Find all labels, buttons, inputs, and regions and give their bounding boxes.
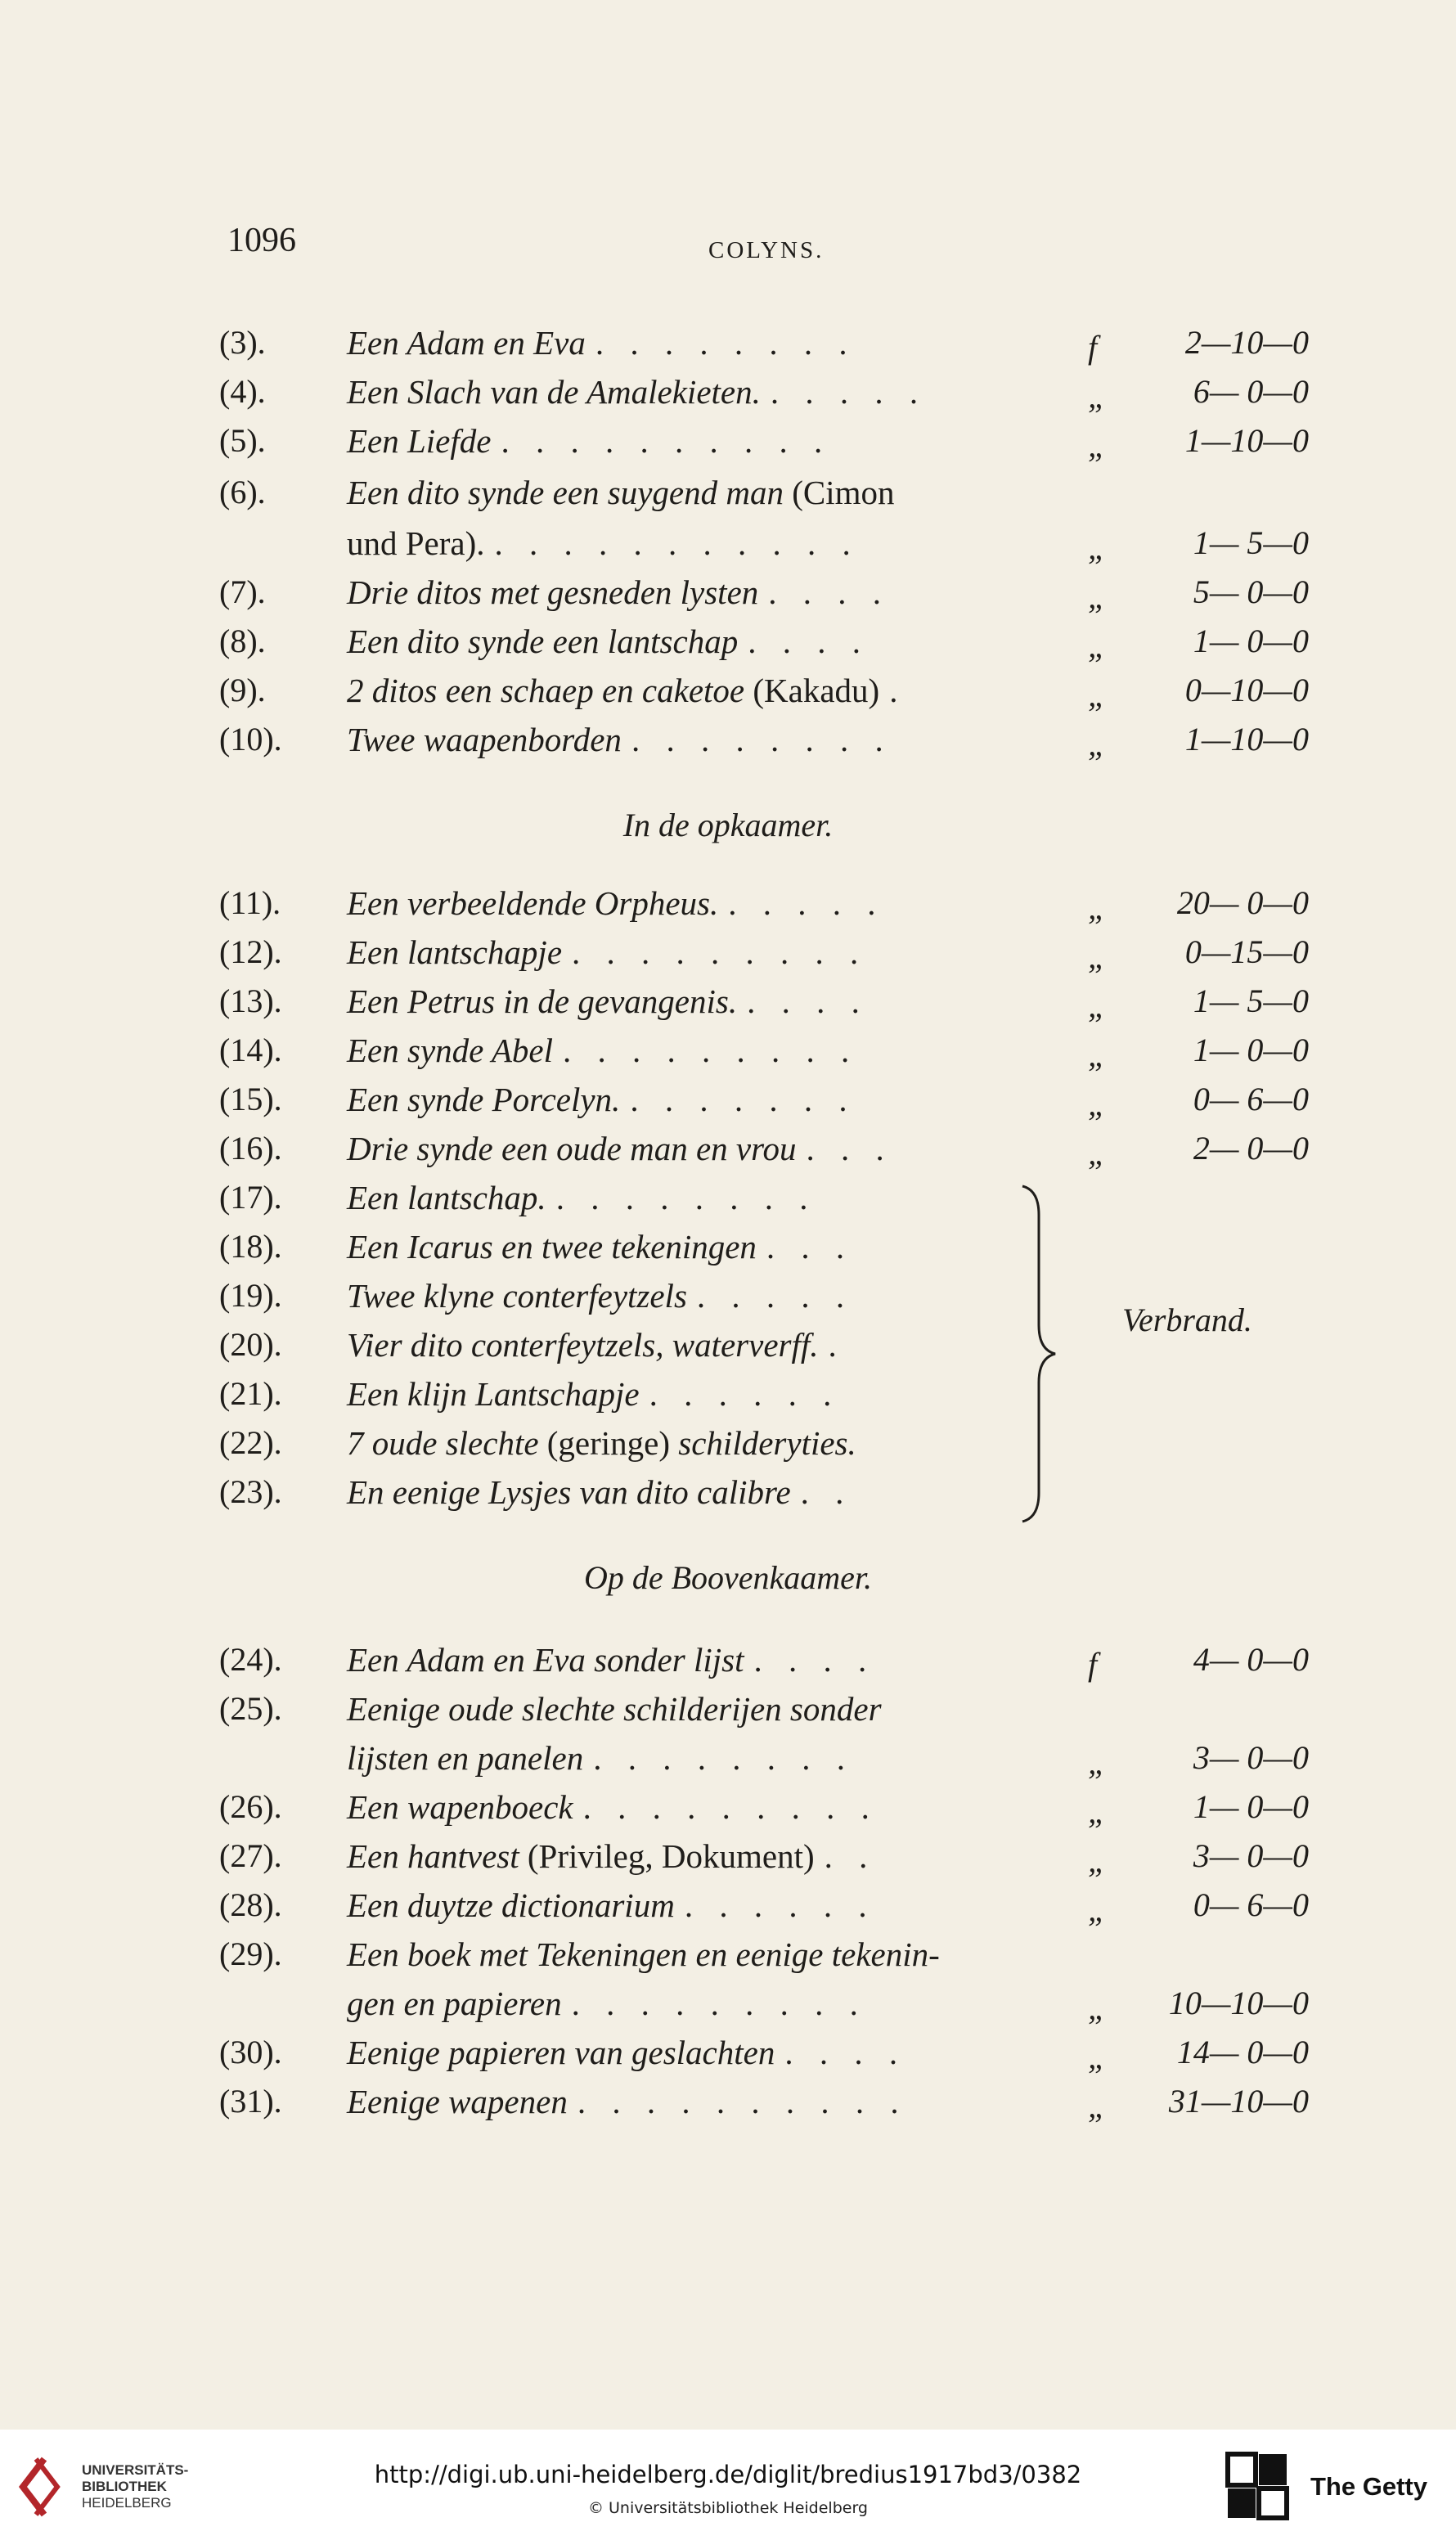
- inventory-row: [0, 372, 1456, 421]
- inventory-row: [0, 671, 1456, 720]
- currency-mark: „: [1088, 1842, 1107, 1879]
- inventory-row: [0, 1031, 1456, 1080]
- item-description: [347, 1080, 856, 1119]
- item-description: [347, 1423, 866, 1463]
- inventory-row: [0, 1689, 1456, 1738]
- item-number: (25).: [219, 1690, 282, 1727]
- item-description: [347, 573, 890, 612]
- item-number: (24).: [219, 1641, 282, 1678]
- item-description: [347, 933, 867, 972]
- item-value: 0—15—0: [1184, 933, 1309, 970]
- item-number: (21).: [219, 1375, 282, 1412]
- item-number: (14).: [219, 1032, 282, 1068]
- item-description: [347, 1276, 853, 1315]
- description-italic: lijsten en panelen: [347, 1739, 584, 1777]
- item-value: 31—10—0: [1168, 2083, 1309, 2120]
- inventory-row: [0, 524, 1456, 573]
- item-description: [347, 1178, 816, 1217]
- description-italic: 2 ditos een schaep en caketoe: [347, 672, 745, 709]
- item-value: 0— 6—0: [1193, 1081, 1309, 1117]
- leader-dots: . . . . . .: [684, 1886, 876, 1924]
- currency-mark: „: [1088, 987, 1107, 1024]
- item-number: (28).: [219, 1886, 282, 1923]
- inventory-row: [0, 1472, 1456, 1522]
- currency-mark: „: [1088, 2039, 1107, 2075]
- item-number: (18).: [219, 1228, 282, 1265]
- item-number: (9).: [219, 672, 266, 708]
- inventory-row: [0, 1129, 1456, 1178]
- item-number: (30).: [219, 2034, 282, 2070]
- currency-mark: „: [1088, 726, 1107, 762]
- item-value: 4— 0—0: [1193, 1641, 1309, 1678]
- brace-icon: [1014, 1182, 1063, 1526]
- currency-mark: „: [1088, 1793, 1107, 1830]
- inventory-row: [0, 1640, 1456, 1689]
- description-italic: Een Adam en Eva sonder lijst: [347, 1641, 744, 1679]
- item-number: (31).: [219, 2083, 282, 2120]
- item-value: 1—10—0: [1184, 721, 1309, 758]
- inventory-row: [0, 421, 1456, 470]
- item-number: (4).: [219, 373, 266, 410]
- inventory-row: [0, 1836, 1456, 1886]
- description-italic: Een synde Porcelyn.: [347, 1081, 621, 1118]
- permalink[interactable]: http://digi.ub.uni-heidelberg.de/diglit/bredius1917bd3/0382: [374, 2461, 1082, 2488]
- inventory-row: [0, 982, 1456, 1031]
- item-value: 0— 6—0: [1193, 1886, 1309, 1923]
- item-description: [347, 720, 892, 759]
- item-description: [347, 1689, 892, 1729]
- item-description: [347, 1836, 876, 1876]
- item-description: [347, 1738, 854, 1778]
- leader-dots: .: [828, 1326, 846, 1364]
- currency-mark: „: [1088, 938, 1107, 975]
- item-description: [347, 1325, 846, 1364]
- description-italic: Een lantschap.: [347, 1179, 546, 1216]
- item-number: (20).: [219, 1326, 282, 1363]
- running-head: COLYNS.: [708, 237, 825, 263]
- description-italic: Een Liefde: [347, 422, 492, 460]
- currency-mark: „: [1088, 529, 1107, 566]
- description-italic: Een Icarus en twee tekeningen: [347, 1228, 757, 1266]
- currency-mark: „: [1088, 889, 1107, 926]
- item-value: 3— 0—0: [1193, 1837, 1309, 1874]
- description-italic: Drie ditos met gesneden lysten: [347, 573, 759, 611]
- library-name: UNIVERSITÄTS- BIBLIOTHEK HEIDELBERG: [82, 2462, 189, 2511]
- leader-dots: . . . . . . . .: [555, 1179, 817, 1216]
- item-description: [347, 372, 927, 411]
- inventory-row: [0, 1886, 1456, 1935]
- inventory-row: [0, 720, 1456, 769]
- leader-dots: . . . . .: [770, 373, 928, 411]
- item-description: [347, 323, 856, 362]
- inventory-row: [0, 1178, 1456, 1227]
- item-value: 10—10—0: [1168, 1985, 1309, 2021]
- leader-dots: . . . . . . .: [630, 1081, 856, 1118]
- leader-dots: . . . . .: [696, 1277, 854, 1315]
- inventory-row: [0, 933, 1456, 982]
- currency-mark: „: [1088, 578, 1107, 615]
- description-italic: Een duytze dictionarium: [347, 1886, 675, 1924]
- description-italic: Twee waapenborden: [347, 721, 622, 758]
- description-italic: Een boek met Tekeningen en eenige tekenin-: [347, 1935, 940, 1973]
- leader-dots: . . . . . . . . .: [571, 1985, 867, 2022]
- item-number: (23).: [219, 1473, 282, 1510]
- description-italic: Drie synde een oude man en vrou: [347, 1130, 797, 1167]
- item-description: [347, 1787, 879, 1827]
- item-description: [347, 982, 869, 1021]
- item-number: (6).: [219, 474, 266, 510]
- item-number: (10).: [219, 721, 282, 758]
- currency-mark: f: [1088, 329, 1098, 366]
- leader-dots: . . . . . . . . . . .: [494, 524, 860, 562]
- item-number: (26).: [219, 1788, 282, 1825]
- leader-dots: . . . . . . . .: [631, 721, 892, 758]
- description-roman: (geringe): [538, 1424, 679, 1462]
- item-description: [347, 421, 831, 461]
- inventory-row: [0, 1787, 1456, 1836]
- currency-mark: „: [1088, 1891, 1107, 1928]
- description-italic: Eenige wapenen: [347, 2083, 568, 2120]
- copyright-notice: © Universitätsbibliothek Heidelberg: [587, 2499, 868, 2517]
- leader-dots: . . . . . . . . . .: [577, 2083, 908, 2120]
- item-number: (5).: [219, 422, 266, 459]
- description-italic: Een Adam en Eva: [347, 324, 586, 362]
- item-number: (29).: [219, 1935, 282, 1972]
- description-roman: (Cimon: [783, 474, 895, 511]
- item-number: (19).: [219, 1277, 282, 1314]
- item-description: [347, 1031, 858, 1070]
- item-description: [347, 1935, 950, 1974]
- item-number: (8).: [219, 623, 266, 659]
- item-description: [347, 1374, 840, 1414]
- item-value: 14— 0—0: [1176, 2034, 1309, 2070]
- leader-dots: . . . . . . . . .: [563, 1032, 859, 1069]
- item-description: [347, 524, 860, 563]
- item-value: 0—10—0: [1184, 672, 1309, 708]
- currency-mark: f: [1088, 1646, 1098, 1683]
- leader-dots: .: [889, 672, 907, 709]
- item-value: 1—10—0: [1184, 422, 1309, 459]
- leader-dots: . . .: [806, 1130, 893, 1167]
- item-description: [347, 671, 906, 710]
- description-italic: Eenige oude slechte schilderijen sonder: [347, 1690, 882, 1728]
- inventory-row: [0, 1227, 1456, 1276]
- partner-name: The Getty: [1310, 2472, 1427, 2501]
- digital-library-footer: [0, 2430, 1456, 2540]
- item-description: [347, 1472, 852, 1512]
- leader-dots: . . . .: [748, 623, 870, 660]
- description-roman: und Pera).: [347, 524, 485, 562]
- item-value: 2— 0—0: [1193, 1130, 1309, 1167]
- description-italic: Een wapenboeck: [347, 1788, 573, 1826]
- description-italic: Vier dito conterfeytzels, waterverff.: [347, 1326, 819, 1364]
- item-number: (12).: [219, 933, 282, 970]
- leader-dots: . . . . . . . . . .: [501, 422, 832, 460]
- item-description: [347, 1886, 876, 1925]
- description-italic: Eenige papieren van geslachten: [347, 2034, 775, 2071]
- leader-dots: . . . .: [784, 2034, 907, 2071]
- inventory-row: [0, 1984, 1456, 2033]
- description-roman: (Kakadu): [744, 672, 880, 709]
- currency-mark: „: [1088, 2088, 1107, 2124]
- currency-mark: „: [1088, 427, 1107, 464]
- leader-dots: . . . . . . . . .: [582, 1788, 879, 1826]
- currency-mark: „: [1088, 677, 1107, 713]
- description-italic: Een dito synde een suygend man: [347, 474, 784, 511]
- leader-dots: . .: [824, 1837, 877, 1875]
- item-value: 2—10—0: [1184, 324, 1309, 361]
- currency-mark: „: [1088, 1036, 1107, 1073]
- item-value: 1— 5—0: [1193, 524, 1309, 561]
- bracket-note: Verbrand.: [1122, 1301, 1252, 1338]
- page-header: [227, 221, 1323, 270]
- page-number: 1096: [227, 222, 296, 259]
- item-value: 20— 0—0: [1176, 884, 1309, 921]
- description-italic: Een hantvest: [347, 1837, 519, 1875]
- leader-dots: . . . . . .: [649, 1375, 841, 1413]
- description-italic: Een Petrus in de gevangenis.: [347, 982, 738, 1020]
- item-value: 1— 0—0: [1193, 1032, 1309, 1068]
- item-number: (22).: [219, 1424, 282, 1461]
- item-description: [347, 2082, 908, 2121]
- section-heading: Op de Boovenkaamer.: [583, 1559, 873, 1596]
- item-number: (3).: [219, 324, 266, 361]
- description-italic: Een verbeeldende Orpheus.: [347, 884, 719, 922]
- currency-mark: „: [1088, 378, 1107, 415]
- getty-logo-icon: [1225, 2451, 1290, 2521]
- inventory-row: [0, 1374, 1456, 1423]
- description-italic: schilderyties.: [678, 1424, 856, 1462]
- currency-mark: „: [1088, 1135, 1107, 1171]
- item-value: 3— 0—0: [1193, 1739, 1309, 1776]
- item-description: [347, 1640, 875, 1679]
- description-roman: (Privileg, Dokument): [519, 1837, 815, 1875]
- item-number: (11).: [219, 884, 281, 921]
- leader-dots: . . . .: [747, 982, 869, 1020]
- item-description: [347, 1227, 853, 1266]
- inventory-row: [0, 2033, 1456, 2082]
- inventory-row: [0, 1935, 1456, 1984]
- inventory-row: [0, 1738, 1456, 1787]
- item-description: [347, 883, 885, 923]
- inventory-row: [0, 622, 1456, 671]
- currency-mark: „: [1088, 1086, 1107, 1122]
- item-number: (15).: [219, 1081, 282, 1117]
- currency-mark: „: [1088, 1744, 1107, 1781]
- description-italic: Een Slach van de Amalekieten.: [347, 373, 761, 411]
- description-italic: Een lantschapje: [347, 933, 563, 971]
- description-italic: Een dito synde een lantschap: [347, 623, 739, 660]
- leader-dots: . . . . . . . .: [595, 324, 856, 362]
- leader-dots: . . . .: [768, 573, 891, 611]
- item-description: [347, 473, 905, 512]
- currency-mark: „: [1088, 627, 1107, 664]
- item-description: [347, 1984, 867, 2023]
- inventory-row: [0, 2082, 1456, 2131]
- inventory-row: [0, 883, 1456, 933]
- description-italic: Een klijn Lantschapje: [347, 1375, 640, 1413]
- inventory-row: [0, 1423, 1456, 1472]
- description-italic: gen en papieren: [347, 1985, 562, 2022]
- section-heading: In de opkaamer.: [622, 807, 834, 843]
- item-value: 1— 0—0: [1193, 623, 1309, 659]
- item-value: 1— 5—0: [1193, 982, 1309, 1019]
- leader-dots: . .: [800, 1473, 853, 1511]
- description-italic: Twee klyne conterfeytzels: [347, 1277, 687, 1315]
- item-description: [347, 2033, 906, 2072]
- inventory-row: [0, 1080, 1456, 1129]
- item-number: (13).: [219, 982, 282, 1019]
- leader-dots: . . . . . . . .: [593, 1739, 854, 1777]
- item-number: (27).: [219, 1837, 282, 1874]
- item-number: (7).: [219, 573, 266, 610]
- inventory-row: [0, 473, 1456, 522]
- item-description: [347, 1129, 893, 1168]
- currency-mark: „: [1088, 1989, 1107, 2026]
- description-italic: 7 oude slechte: [347, 1424, 539, 1462]
- leader-dots: . . .: [766, 1228, 854, 1266]
- item-value: 6— 0—0: [1193, 373, 1309, 410]
- leader-dots: . . . .: [753, 1641, 876, 1679]
- item-number: (17).: [219, 1179, 282, 1216]
- item-value: 1— 0—0: [1193, 1788, 1309, 1825]
- inventory-row: [0, 573, 1456, 622]
- item-description: [347, 622, 870, 661]
- leader-dots: . . . . . . . . .: [572, 933, 868, 971]
- description-italic: Een synde Abel: [347, 1032, 553, 1069]
- item-number: (16).: [219, 1130, 282, 1167]
- leader-dots: . . . . .: [728, 884, 885, 922]
- inventory-row: [0, 323, 1456, 372]
- item-value: 5— 0—0: [1193, 573, 1309, 610]
- description-italic: En eenige Lysjes van dito calibre: [347, 1473, 791, 1511]
